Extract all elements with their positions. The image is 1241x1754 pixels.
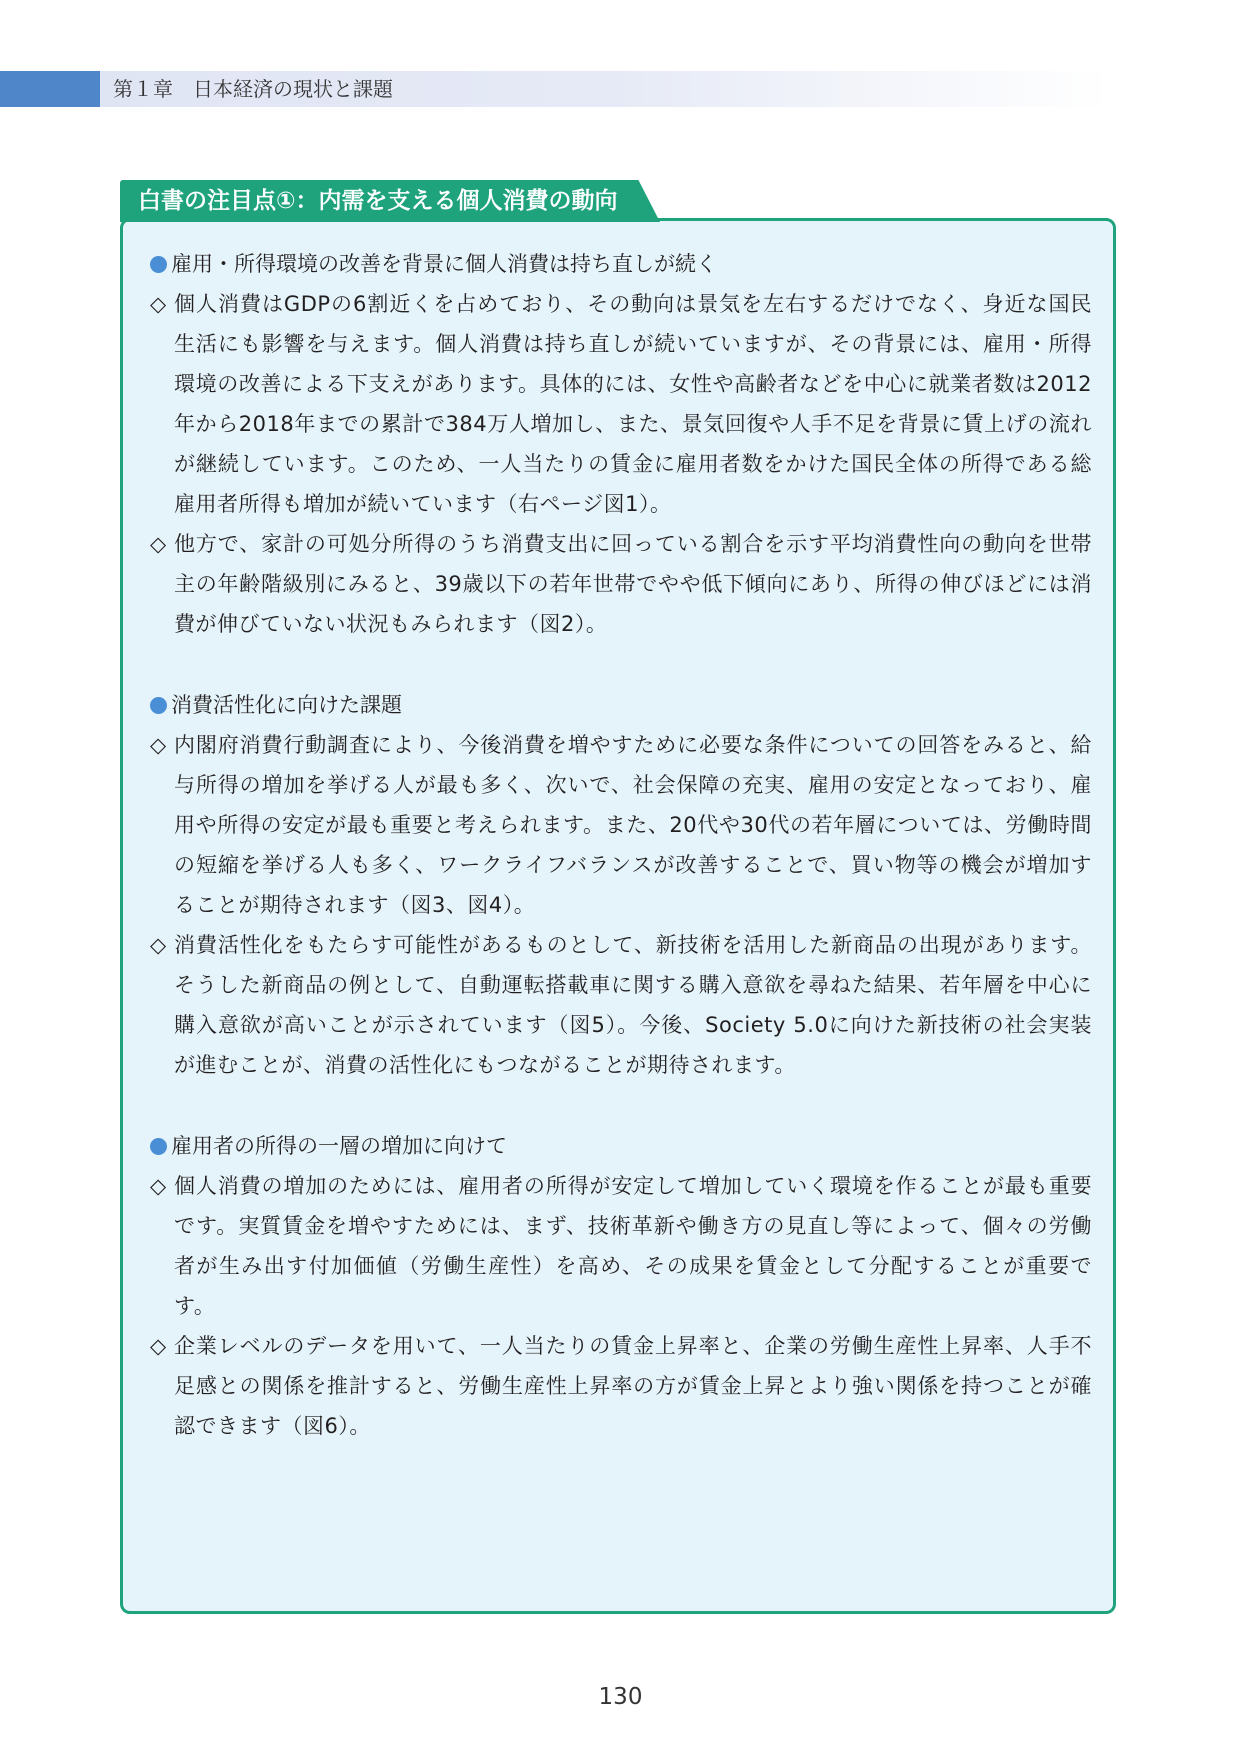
section-1: [150, 244, 1092, 644]
diamond-bullet-icon: ◇: [150, 292, 167, 316]
page-number: 130: [598, 1684, 643, 1710]
diamond-bullet-icon: ◇: [150, 532, 167, 556]
paragraph: [150, 284, 1092, 524]
section-heading-text: 消費活性化に向けた課題: [171, 693, 402, 717]
paragraph-text: 消費活性化をもたらす可能性があるものとして、新技術を活用した新商品の出現があります。そうした新商品の例として、自動運転搭載車に関する購入意欲を尋ねた結果、若年層を中心に購入意欲が高いことが示されています（図5）。今後、Society 5.0に向けた新技術の社会実装が進むことが、消費の活性化にもつながることが期待されます。: [174, 933, 1092, 1077]
diamond-bullet-icon: ◇: [150, 933, 167, 957]
paragraph: [150, 725, 1092, 925]
diamond-bullet-icon: ◇: [150, 1174, 167, 1198]
section-heading-text: 雇用・所得環境の改善を背景に個人消費は持ち直しが続く: [171, 252, 717, 276]
chapter-header: [113, 71, 393, 107]
blue-bullet-icon: [150, 1138, 167, 1155]
diamond-bullet-icon: ◇: [150, 733, 167, 757]
section-heading: [150, 1126, 1092, 1166]
chapter-header-accent: [0, 71, 100, 107]
paragraph-text: 個人消費はGDPの6割近くを占めており、その動向は景気を左右するだけでなく、身近な国民生活にも影響を与えます。個人消費は持ち直しが続いていますが、その背景には、雇用・所得環境の改善による下支えがあります。具体的には、女性や高齢者などを中心に就業者数は2012年から2018年までの累計で384万人増加し、また、景気回復や人手不足を背景に賃上げの流れが継続しています。このため、一人当たりの賃金に雇用者数をかけた国民全体の所得である総雇用者所得も増加が続いています（右ページ図1）。: [174, 292, 1092, 516]
box-content: [150, 244, 1092, 1487]
section-2: [150, 685, 1092, 1085]
chapter-title: 日本経済の現状と課題: [193, 77, 393, 101]
paragraph: [150, 1166, 1092, 1326]
blue-bullet-icon: [150, 697, 167, 714]
paragraph: [150, 925, 1092, 1085]
paragraph: [150, 1326, 1092, 1446]
chapter-number: 第１章: [113, 77, 173, 101]
box-title: 白書の注目点①：内需を支える個人消費の動向: [138, 188, 618, 214]
paragraph-text: 内閣府消費行動調査により、今後消費を増やすために必要な条件についての回答をみると、給与所得の増加を挙げる人が最も多く、次いで、社会保障の充実、雇用の安定となっており、雇用や所得の安定が最も重要と考えられます。また、20代や30代の若年層については、労働時間の短縮を挙げる人も多く、ワークライフバランスが改善することで、買い物等の機会が増加することが期待されます（図3、図4）。: [174, 733, 1092, 917]
paragraph-text: 企業レベルのデータを用いて、一人当たりの賃金上昇率と、企業の労働生産性上昇率、人手不足感との関係を推計すると、労働生産性上昇率の方が賃金上昇とより強い関係を持つことが確認できます（図6）。: [174, 1334, 1092, 1438]
blue-bullet-icon: [150, 256, 167, 273]
paragraph-text: 他方で、家計の可処分所得のうち消費支出に回っている割合を示す平均消費性向の動向を世帯主の年齢階級別にみると、39歳以下の若年世帯でやや低下傾向にあり、所得の伸びほどには消費が伸びていない状況もみられます（図2）。: [174, 532, 1092, 636]
diamond-bullet-icon: ◇: [150, 1334, 167, 1358]
paragraph: [150, 524, 1092, 644]
section-heading: [150, 244, 1092, 284]
section-heading-text: 雇用者の所得の一層の増加に向けて: [171, 1134, 507, 1158]
section-heading: [150, 685, 1092, 725]
paragraph-text: 個人消費の増加のためには、雇用者の所得が安定して増加していく環境を作ることが最も重要です。実質賃金を増やすためには、まず、技術革新や働き方の見直し等によって、個々の労働者が生み出す付加価値（労働生産性）を高め、その成果を賃金として分配することが重要です。: [174, 1174, 1092, 1318]
section-3: [150, 1126, 1092, 1446]
